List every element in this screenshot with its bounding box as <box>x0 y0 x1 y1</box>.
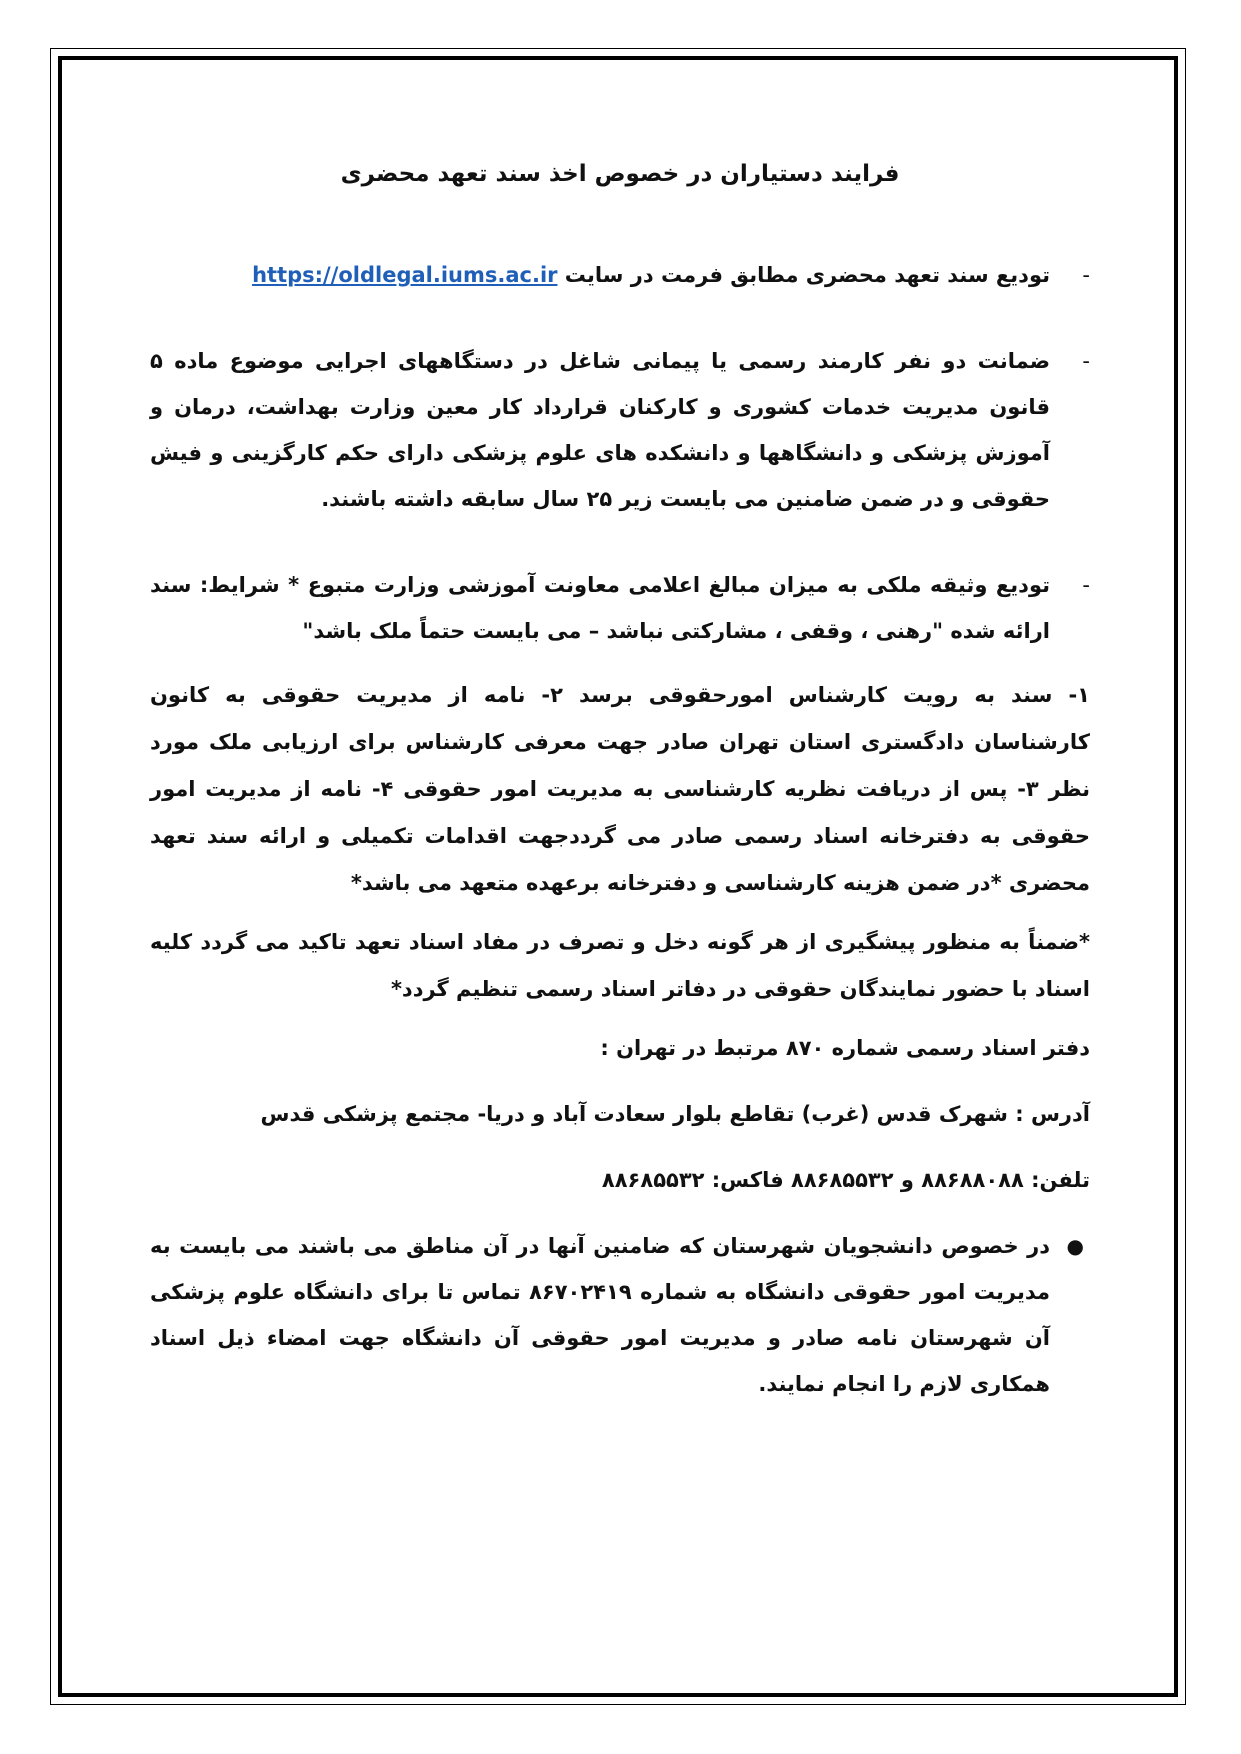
list-item-deposit-notarial-deed <box>150 252 1090 298</box>
item-text: تودیع وثیقه ملکی به میزان مبالغ اعلامی معاونت آموزشی وزارت متبوع * شرایط: سند ارائه شده "رهنی ، وقفی ، مشارکتی نباشد – می بایست حتماً ملک باشد" <box>150 573 1050 644</box>
item-text: ضمانت دو نفر کارمند رسمی یا پیمانی شاغل در دستگاههای اجرایی موضوع ماده ۵ قانون مدیریت خدمات کشوری و کارکنان قرارداد کار معین وزارت بهداشت، درمان و آموزش پزشکی و دانشگاهها و دانشکده های علوم پزشکی دارای حکم کارگزینی و فیش حقوقی و در ضمن ضامنین می بایست زیر ۲۵ سال سابقه داشته باشند. <box>150 349 1050 512</box>
list-item-guarantors <box>150 338 1090 522</box>
bullet-item-city-students <box>150 1223 1090 1407</box>
bullet-icon: ● <box>1066 1234 1084 1259</box>
address-line: آدرس : شهرک قدس (غرب) تقاطع بلوار سعادت آباد و دریا- مجتمع پزشکی قدس <box>260 1102 1090 1127</box>
legal-site-link[interactable]: https://oldlegal.iums.ac.ir <box>252 263 558 288</box>
note-paragraph: *ضمناً به منظور پیشگیری از هر گونه دخل و تصرف در مفاد اسناد تعهد تاکید می گردد کلیه اسناد با حضور نمایندگان حقوقی در دفاتر اسناد رسمی تنظیم گردد* <box>150 930 1090 1002</box>
document-body <box>150 150 1090 1407</box>
dash-marker: - <box>1082 263 1090 288</box>
dash-marker: - <box>1082 573 1090 598</box>
notary-office-line: دفتر اسناد رسمی شماره ۸۷۰ مرتبط در تهران : <box>600 1036 1090 1061</box>
phone-fax-line: تلفن: ۸۸۶۸۸۰۸۸ و ۸۸۶۸۵۵۳۲ فاکس: ۸۸۶۸۵۵۳۲ <box>601 1168 1090 1193</box>
document-title: فرایند دستیاران در خصوص اخذ سند تعهد محضری <box>340 161 900 187</box>
dash-marker: - <box>1082 349 1090 374</box>
steps-paragraph: ۱- سند به رویت کارشناس امورحقوقی برسد ۲- نامه از مدیریت حقوقی به کانون کارشناسان دادگستری استان تهران صادر جهت معرفی کارشناس برای ارزیابی ملک مورد نظر ۳- پس از دریافت نظریه کارشناسی به مدیریت امور حقوقی ۴- نامه از مدیریت امور حقوقی به دفترخانه اسناد رسمی صادر می گرددجهت اقدامات تکمیلی و ارائه سند تعهد محضری *در ضمن هزینه کارشناسی و دفترخانه برعهده متعهد می باشد* <box>150 683 1090 896</box>
item-text: تودیع سند تعهد محضری مطابق فرمت در سایت <box>557 263 1050 288</box>
list-item-property-collateral <box>150 562 1090 654</box>
bullet-text: در خصوص دانشجویان شهرستان که ضامنین آنها در آن مناطق می باشند می بایست به مدیریت امور حقوقی دانشگاه به شماره ۸۶۷۰۲۴۱۹ تماس تا برای دانشگاه علوم پزشکی آن شهرستان نامه صادر و مدیریت امور حقوقی آن دانشگاه جهت امضاء ذیل اسناد همکاری لازم را انجام نمایند. <box>150 1234 1050 1397</box>
